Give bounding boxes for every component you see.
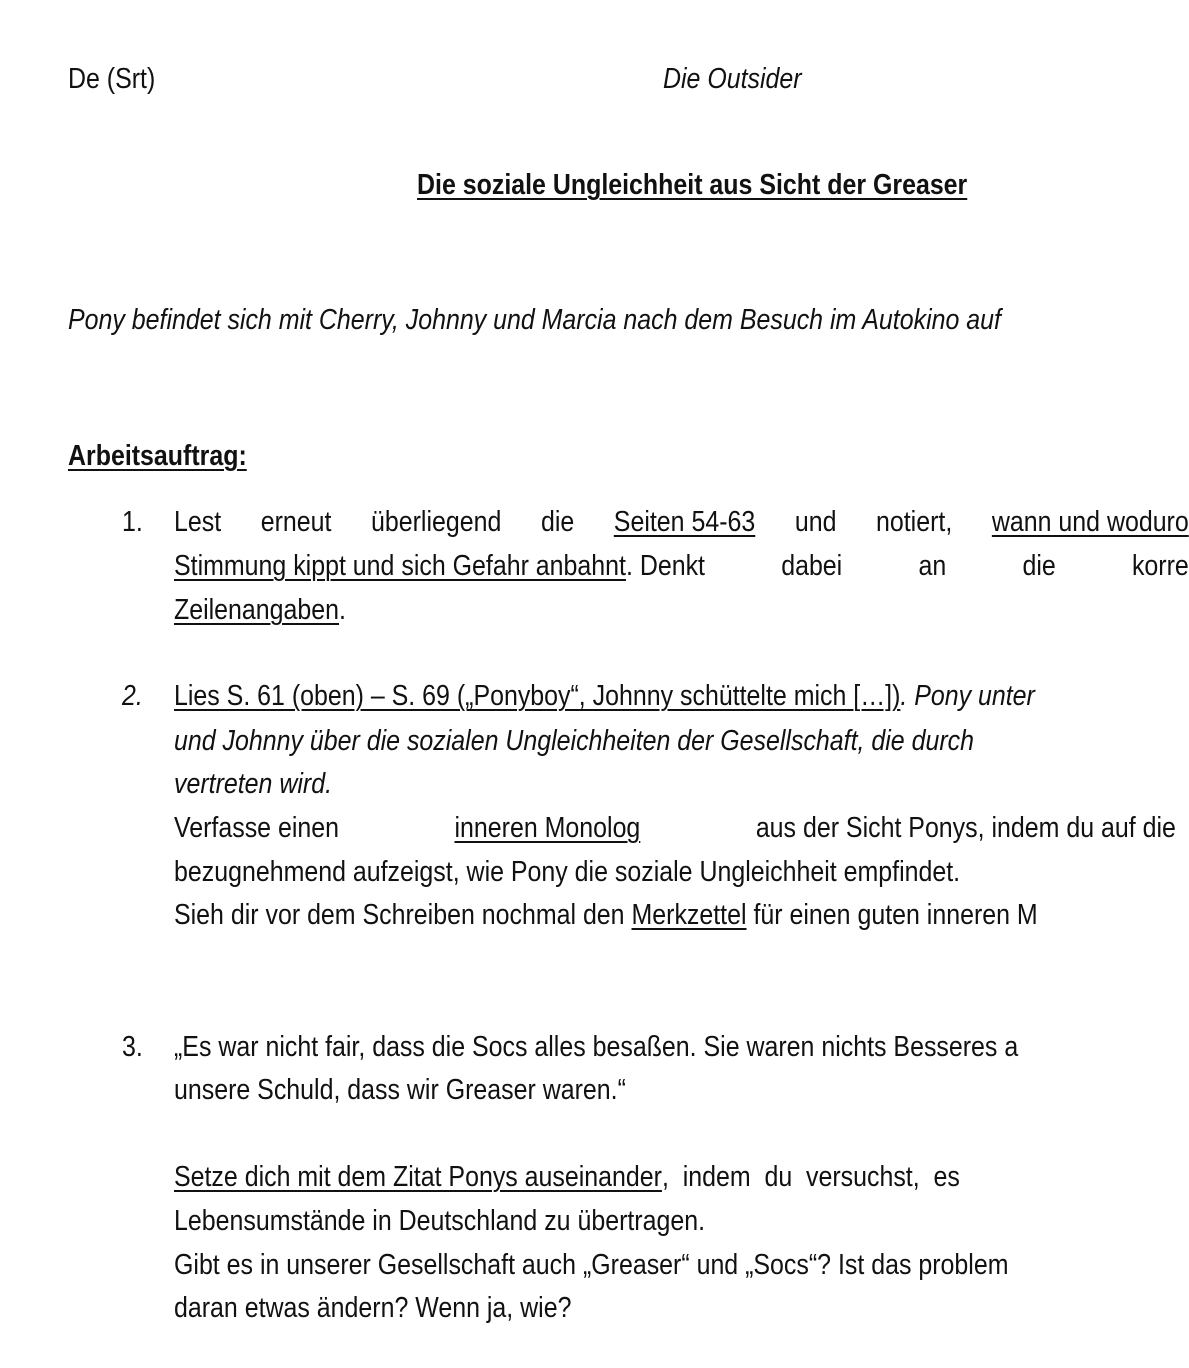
task1-line2-words xyxy=(174,549,1189,583)
task1-word: dabei xyxy=(781,550,843,582)
task2-line3 xyxy=(174,767,332,801)
task2-merkzettel: Merkzettel xyxy=(631,899,747,931)
task3-engage-quote: Setze dich mit dem Zitat Ponys auseinander xyxy=(174,1161,662,1193)
task1-word: erneut xyxy=(260,506,332,538)
task1-word: an xyxy=(918,550,947,582)
task2-line2-text: und Johnny über die sozialen Ungleichheiten der Gesellschaft, die durch xyxy=(174,725,974,757)
task1-line3 xyxy=(174,593,346,627)
task3-line2 xyxy=(174,1073,626,1107)
page-title: Die soziale Ungleichheit aus Sicht der Greaser xyxy=(417,169,968,201)
task3-line6-text: daran etwas ändern? Wenn ja, wie? xyxy=(174,1292,572,1324)
task1-line2 xyxy=(174,549,1189,583)
task3-line1 xyxy=(174,1030,1018,1064)
task1-pages-ref: Seiten 54-63 xyxy=(613,506,756,538)
task3-line3-end: , indem du versuchst, es xyxy=(661,1161,960,1193)
intro-text: Pony befindet sich mit Cherry, Johnny und Marcia nach dem Besuch im Autokino auf xyxy=(68,304,1001,336)
task1-line1 xyxy=(174,505,1189,539)
task1-word: die xyxy=(540,506,575,538)
task3-quote-line2: unsere Schuld, dass wir Greaser waren.“ xyxy=(174,1074,626,1106)
task2-line4-words xyxy=(174,811,1176,845)
task3-number: 3. xyxy=(122,1031,143,1063)
task3-line5 xyxy=(174,1248,1008,1282)
task3-line5-text: Gibt es in unserer Gesellschaft auch „Greaser“ und „Socs“? Ist das problem xyxy=(174,1249,1009,1281)
task1-line1-words xyxy=(174,505,1189,539)
task2-line5-text: bezugnehmend aufzeigst, wie Pony die soziale Ungleichheit empfindet. xyxy=(174,856,961,888)
task2-number: 2. xyxy=(122,680,143,712)
task2-line1-italic: . Pony unter xyxy=(900,680,1035,712)
task3-line3 xyxy=(174,1160,960,1194)
task2-word: Verfasse einen xyxy=(174,812,339,844)
task1-word: und xyxy=(794,506,837,538)
task1-word: überliegend xyxy=(371,506,502,538)
task3-line4-text: Lebensumstände in Deutschland zu übertragen. xyxy=(174,1205,706,1237)
task2-line6-text: Sieh dir vor dem Schreiben nochmal den xyxy=(174,899,625,931)
task3-line6 xyxy=(174,1291,571,1325)
task3-line4 xyxy=(174,1204,705,1238)
task1-word: die xyxy=(1022,550,1056,582)
task1-when-how: wann und woduro xyxy=(991,506,1189,538)
task1-line-refs: Zeilenangaben xyxy=(174,594,340,626)
task2-inner-monologue: inneren Monolog xyxy=(454,812,641,844)
task1-mood-shift: Stimmung kippt und sich Gefahr anbahnt xyxy=(174,550,626,582)
task2-word: aus der Sicht Ponys, indem du auf die xyxy=(755,812,1176,844)
task2-line6-end: für einen guten inneren M xyxy=(753,899,1038,931)
task2-reading-range: Lies S. 61 (oben) – S. 69 („Ponyboy“, Johnny schüttelte mich […]) xyxy=(174,680,901,712)
task2-line4 xyxy=(174,811,1176,845)
task3-quote-line1: „Es war nicht fair, dass die Socs alles besaßen. Sie waren nichts Besseres a xyxy=(174,1031,1019,1063)
task1-word: . Denkt xyxy=(625,550,705,582)
task1-word: notiert, xyxy=(876,506,953,538)
task1-number: 1. xyxy=(122,506,143,538)
task2-line5 xyxy=(174,855,960,889)
header-book-title: Die Outsider xyxy=(663,63,802,95)
task1-word: korre xyxy=(1131,550,1189,582)
task1-period: . xyxy=(339,594,346,626)
task2-line6 xyxy=(174,898,1038,932)
task2-line1 xyxy=(174,679,1035,713)
task-heading: Arbeitsauftrag: xyxy=(68,440,247,472)
header-course-code: De (Srt) xyxy=(68,63,156,95)
task1-word: Lest xyxy=(174,506,222,538)
task2-line3-text: vertreten wird. xyxy=(174,768,333,800)
task2-line2 xyxy=(174,724,974,758)
